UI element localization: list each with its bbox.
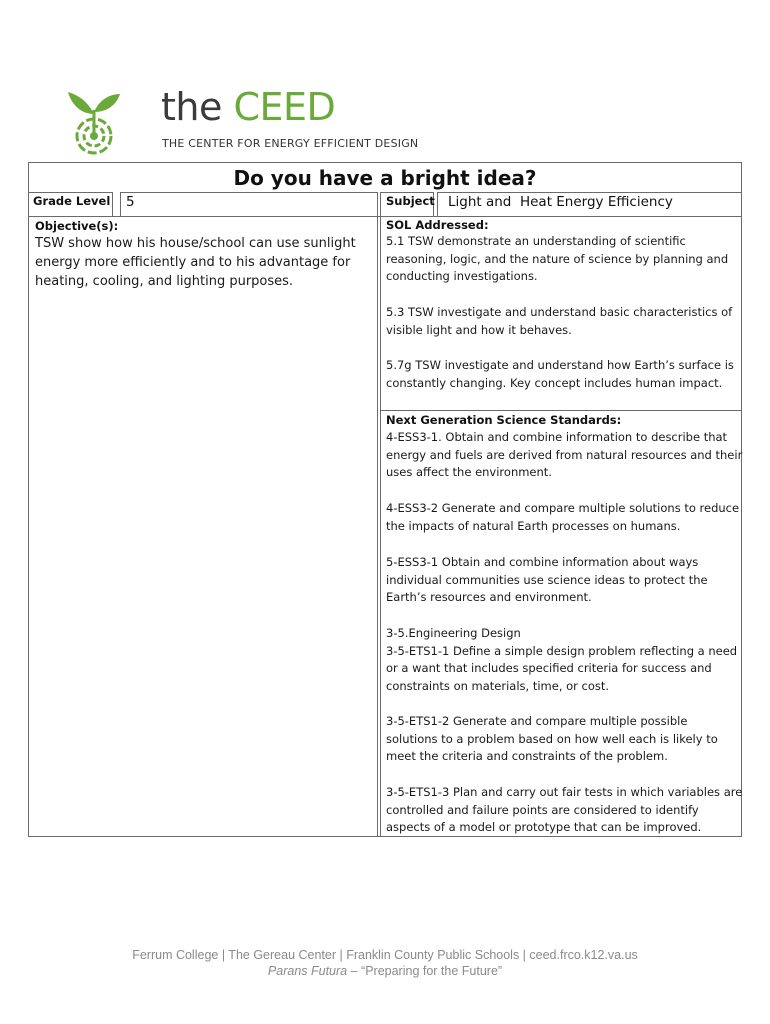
sol-item: 5.7g TSW investigate and understand how Earth’s surface is constantly changing. Key concept includes human impact. — [386, 358, 734, 390]
ngss-item: 3-5-ETS1-3 Plan and carry out fair tests in which variables are controlled and failure points are considered to identify aspects of a model or prototype that can be improved. — [386, 785, 743, 835]
subject-value-cell-top — [437, 192, 742, 193]
brand-subtitle: THE CENTER FOR ENERGY EFFICIENT DESIGN — [162, 137, 419, 150]
brand-ceed: CEED — [233, 85, 336, 129]
ngss-item: 4-ESS3-2 Generate and compare multiple solutions to reduce the impacts of natural Earth processes on humans. — [386, 501, 740, 533]
column-divider — [377, 192, 378, 837]
ngss-divider — [380, 410, 742, 411]
ngss-item: 4-ESS3-1. Obtain and combine information to describe that energy and fuels are derived from natural resources and their uses affect the environment. — [386, 430, 743, 480]
ngss-item: 3-5-ETS1-2 Generate and compare multiple possible solutions to a problem based on how well each is likely to meet the criteria and constraints of the problem. — [386, 714, 718, 764]
column-divider — [380, 192, 381, 837]
sol-item: 5.3 TSW investigate and understand basic characteristics of visible light and how it behaves. — [386, 305, 733, 337]
footer-motto-latin: Parans Futura — [267, 964, 348, 978]
subject-label: Subject — [386, 194, 435, 208]
subject-cell-top — [380, 192, 433, 193]
brand-title — [161, 84, 335, 130]
cell-divider — [112, 192, 113, 217]
grade-label: Grade Level — [33, 194, 111, 208]
grade-value: 5 — [126, 194, 135, 210]
objective-label: Objective(s): — [35, 219, 119, 233]
footer-motto — [0, 964, 770, 978]
sprout-icon — [64, 84, 124, 156]
brand-the: the — [161, 85, 222, 129]
row-divider — [28, 216, 742, 217]
cell-divider — [437, 192, 438, 217]
ngss-item: 5-ESS3-1 Obtain and combine information about ways individual communities use science ideas to protect the Earth’s resources and environment. — [386, 555, 708, 605]
grade-value-cell-top — [120, 192, 377, 193]
cell-divider — [120, 192, 121, 217]
objective-text: TSW show how his house/school can use sunlight energy more efficiently and to his advantage for heating, cooling, and lighting purposes. — [35, 236, 356, 289]
ngss-label: Next Generation Science Standards: — [386, 413, 622, 427]
grade-cell-top — [28, 192, 112, 193]
sol-label: SOL Addressed: — [386, 218, 489, 232]
form-title: Do you have a bright idea? — [233, 166, 537, 190]
ngss-item: 3-5.Engineering Design 3-5-ETS1-1 Define a simple design problem reflecting a need or a want that includes specified criteria for success and constraints on materials, time, or cost. — [386, 626, 738, 693]
footer-affiliations: Ferrum College | The Gereau Center | Franklin County Public Schools | ceed.frco.k12.va.us — [132, 948, 638, 962]
subject-value: Light and Heat Energy Efficiency — [448, 194, 673, 210]
footer-motto-translation: – “Preparing for the Future” — [347, 964, 503, 978]
sol-item: 5.1 TSW demonstrate an understanding of scientific reasoning, logic, and the nature of science by planning and conducting investigations. — [386, 234, 729, 284]
